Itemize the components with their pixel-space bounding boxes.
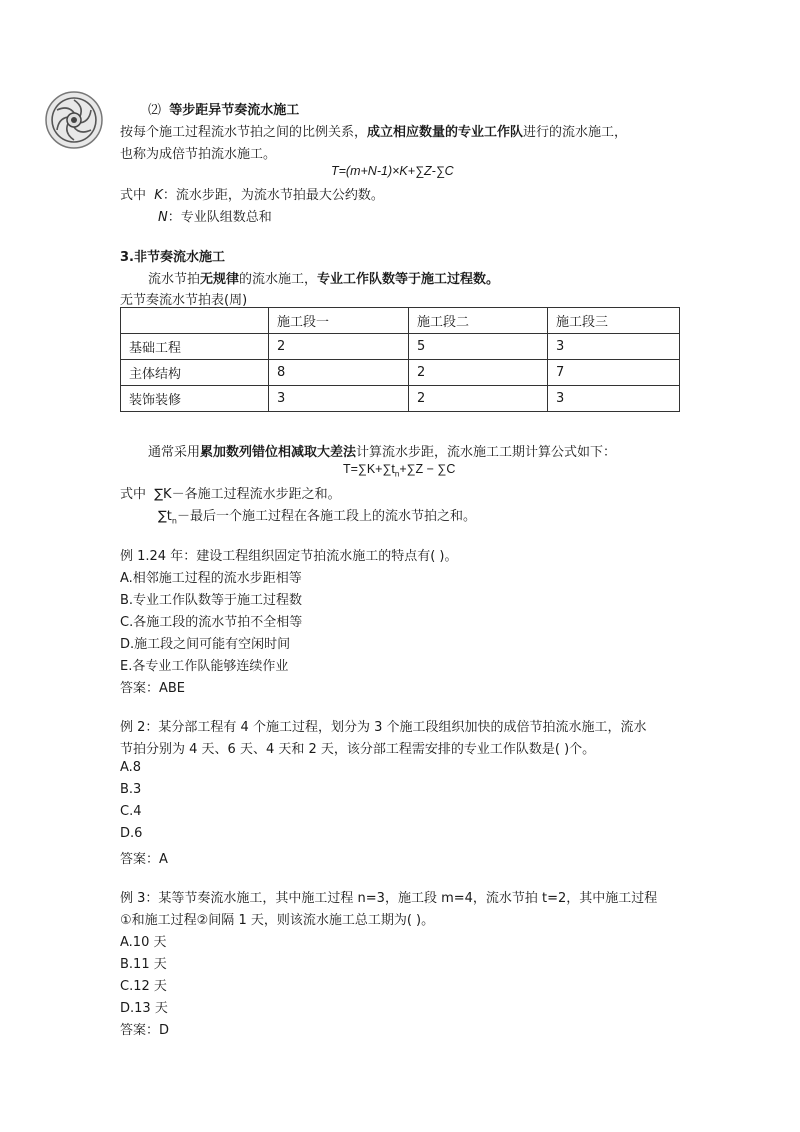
example2-option: C.4 (120, 804, 142, 819)
example3-option: B.11 天 (120, 957, 167, 972)
table-row (121, 360, 680, 386)
example3-question-line2: ①和施工过程②间隔 1 天，则该流水施工总工期为( )。 (120, 913, 435, 928)
table-cell: 5 (409, 334, 548, 360)
example2-question-line1: 例 2：某分部工程有 4 个施工过程，划分为 3 个施工段组织加快的成倍节拍流水施工，流水 (120, 720, 647, 735)
table-cell: 2 (409, 386, 548, 412)
table-caption: 无节奏流水节拍表(周) (120, 293, 248, 308)
example2-option: A.8 (120, 760, 142, 775)
method-description: 通常采用累加数列错位相减取大差法计算流水步距，流水施工工期计算公式如下： (148, 445, 617, 460)
table-row (121, 334, 680, 360)
section2-heading: ⑵ 等步距异节奏流水施工 (148, 103, 300, 118)
table-cell: 3 (269, 386, 409, 412)
table-cell: 2 (409, 360, 548, 386)
example2-question-line2: 节拍分别为 4 天、6 天、4 天和 2 天，该分部工程需安排的专业工作队数是( )个。 (120, 742, 596, 757)
table-cell: 2 (269, 334, 409, 360)
section2-formula: T=(m+N-1)×K+∑Z-∑C (331, 164, 454, 178)
section2-k-definition: 式中 K：流水步距，为流水节拍最大公约数。 (120, 188, 384, 203)
table-cell: 基础工程 (121, 334, 269, 360)
table-header-cell: 施工段一 (269, 308, 409, 334)
example2-option: B.3 (120, 782, 142, 797)
table-cell: 主体结构 (121, 360, 269, 386)
table-header-cell: 施工段三 (548, 308, 680, 334)
section3-formula: $T=\sum K+\sum t_n+\sum Z - \sum C$ (343, 462, 456, 479)
example1-option: E.各专业工作队能够连续作业 (120, 659, 289, 674)
example2-answer: 答案：A (120, 852, 168, 867)
example1-question: 例 1.24 年：建设工程组织固定节拍流水施工的特点有( )。 (120, 549, 458, 564)
example3-option: D.13 天 (120, 1001, 168, 1016)
section2-n-definition: N：专业队组数总和 (158, 210, 272, 225)
table-cell: 8 (269, 360, 409, 386)
rhythm-table (120, 307, 680, 412)
table-cell: 3 (548, 386, 680, 412)
section3-intro: 流水节拍无规律的流水施工，专业工作队数等于施工过程数。 (148, 272, 500, 287)
table-cell: 3 (548, 334, 680, 360)
example2-option: D.6 (120, 826, 143, 841)
example1-option: C.各施工段的流水节拍不全相等 (120, 615, 303, 630)
table-header-cell: 施工段二 (409, 308, 548, 334)
section3-heading: 3.非节奏流水施工 (120, 250, 225, 265)
section2-description: 按每个施工过程流水节拍之间的比例关系，成立相应数量的专业工作队进行的流水施工， (120, 125, 628, 140)
example1-answer: 答案：ABE (120, 681, 186, 696)
example3-answer: 答案：D (120, 1023, 170, 1038)
table-cell: 装饰装修 (121, 386, 269, 412)
sum-k-definition: 式中 ∑K－各施工过程流水步距之和。 (120, 487, 341, 502)
table-header-row (121, 308, 680, 334)
table-cell: 7 (548, 360, 680, 386)
sum-t-definition: $\sum t_n-$最后一个施工过程在各施工段上的流水节拍之和。 (158, 509, 476, 526)
example1-option: D.施工段之间可能有空闲时间 (120, 637, 291, 652)
example3-option: C.12 天 (120, 979, 167, 994)
example3-option: A.10 天 (120, 935, 167, 950)
table-row (121, 386, 680, 412)
section2-description-line2: 也称为成倍节拍流水施工。 (120, 147, 277, 162)
example3-question-line1: 例 3：某等节奏流水施工，其中施工过程 n=3，施工段 m=4，流水节拍 t=2，其中施工过程 (120, 891, 658, 906)
example1-option: B.专业工作队数等于施工过程数 (120, 593, 303, 608)
table-header-cell (121, 308, 269, 334)
spiral-logo-icon (44, 90, 104, 150)
example1-option: A.相邻施工过程的流水步距相等 (120, 571, 302, 586)
